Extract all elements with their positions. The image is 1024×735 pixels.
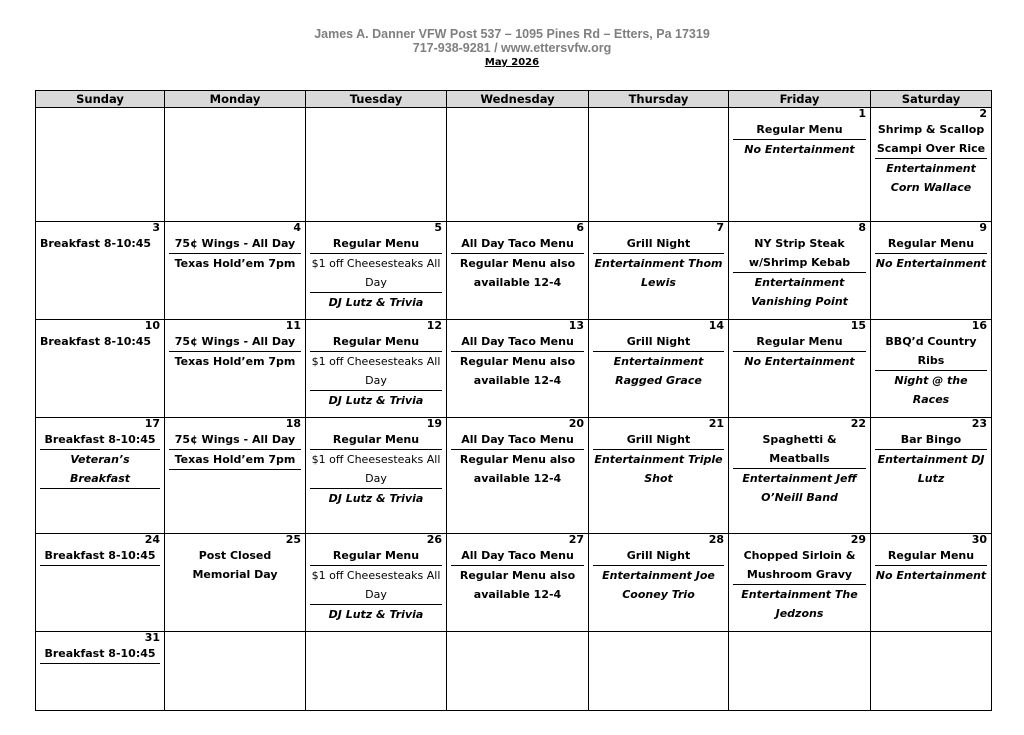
event-item: Night @ the Races [894, 374, 968, 406]
event-item: No Entertainment [744, 355, 855, 368]
day-cell [589, 222, 729, 320]
day-cell [729, 418, 871, 534]
week-row [36, 108, 992, 222]
event-item: Chopped Sirloin & Mushroom Gravy [733, 546, 866, 585]
day-number: 6 [576, 221, 584, 234]
day-cell [36, 534, 165, 632]
day-number: 1 [858, 107, 866, 120]
weekday-header-thursday: Thursday [589, 91, 729, 108]
day-number: 18 [285, 417, 301, 430]
event-item: 75¢ Wings - All Day [169, 430, 301, 450]
event-item: Entertainment Vanishing Point [751, 276, 848, 308]
event-item: No Entertainment [875, 569, 987, 582]
event-item: Regular Menu also available 12-4 [459, 257, 576, 289]
week-row [36, 632, 992, 711]
event-item: Grill Night [593, 430, 724, 450]
event-item: All Day Taco Menu [451, 332, 584, 352]
day-cell [36, 320, 165, 418]
weekday-header-row [36, 91, 992, 108]
weekday-header-saturday: Saturday [871, 91, 992, 108]
event-item: No Entertainment [875, 257, 987, 270]
day-number: 23 [971, 417, 987, 430]
day-number: 25 [285, 533, 301, 546]
event-item: Regular Menu also available 12-4 [459, 453, 576, 485]
day-number: 29 [850, 533, 866, 546]
day-cell [165, 418, 306, 534]
event-item: Entertainment Joe Cooney Trio [602, 569, 715, 601]
event-item: Entertainment Thom Lewis [594, 257, 723, 289]
day-number: 9 [979, 221, 987, 234]
day-cell [589, 534, 729, 632]
event-item: Breakfast 8-10:45 [40, 335, 152, 348]
empty-day-cell [729, 632, 871, 711]
day-number: 10 [144, 319, 160, 332]
day-number: 7 [716, 221, 724, 234]
event-item: Entertainment Corn Wallace [886, 162, 976, 194]
weekday-header-wednesday: Wednesday [447, 91, 589, 108]
event-item: DJ Lutz & Trivia [328, 492, 424, 505]
day-number: 27 [568, 533, 584, 546]
event-item: Regular Menu [875, 234, 987, 254]
event-item: Regular Menu [310, 430, 442, 450]
empty-day-cell [447, 632, 589, 711]
event-item: Entertainment Triple Shot [594, 453, 723, 485]
day-number: 5 [434, 221, 442, 234]
weekday-header-sunday: Sunday [36, 91, 165, 108]
event-item: Breakfast 8-10:45 [40, 430, 160, 450]
calendar-grid [35, 90, 992, 711]
event-item: 75¢ Wings - All Day [169, 234, 301, 254]
event-item: $1 off Cheesesteaks All Day [310, 254, 442, 293]
event-item: No Entertainment [744, 143, 855, 156]
event-item: 75¢ Wings - All Day [169, 332, 301, 352]
day-cell [447, 418, 589, 534]
event-item: All Day Taco Menu [451, 430, 584, 450]
post-address: James A. Danner VFW Post 537 – 1095 Pines Rd – Etters, Pa 17319 [314, 27, 710, 41]
event-item: Regular Menu [733, 120, 866, 140]
day-cell [36, 222, 165, 320]
day-number: 11 [285, 319, 301, 332]
event-item: Breakfast 8-10:45 [40, 644, 160, 664]
event-item: All Day Taco Menu [451, 546, 584, 566]
event-item: $1 off Cheesesteaks All Day [310, 450, 442, 489]
event-item: Veteran’s Breakfast [40, 450, 160, 489]
post-contact: 717-938-9281 / www.ettersvfw.org [412, 41, 612, 55]
event-item: Entertainment The Jedzons [741, 588, 858, 620]
empty-day-cell [589, 108, 729, 222]
day-number: 2 [979, 107, 987, 120]
event-item: $1 off Cheesesteaks All Day [310, 566, 442, 605]
day-cell [871, 534, 992, 632]
day-number: 28 [708, 533, 724, 546]
empty-day-cell [447, 108, 589, 222]
event-item: Spaghetti & Meatballs [733, 430, 866, 469]
event-item: Texas Hold’em 7pm [174, 257, 296, 270]
day-cell [165, 222, 306, 320]
day-cell [729, 108, 871, 222]
day-cell [871, 320, 992, 418]
day-cell [36, 418, 165, 534]
weekday-header-monday: Monday [165, 91, 306, 108]
day-number: 30 [971, 533, 987, 546]
day-cell [306, 418, 447, 534]
day-cell [589, 320, 729, 418]
day-cell [871, 108, 992, 222]
empty-day-cell [165, 108, 306, 222]
day-cell [871, 418, 992, 534]
day-number: 13 [568, 319, 584, 332]
event-item: Grill Night [593, 234, 724, 254]
week-row [36, 418, 992, 534]
day-number: 14 [708, 319, 724, 332]
event-item: Regular Menu [733, 332, 866, 352]
week-row [36, 534, 992, 632]
day-cell [306, 534, 447, 632]
event-item: Regular Menu [875, 546, 987, 566]
calendar-header [0, 27, 1024, 70]
day-cell [165, 534, 306, 632]
event-item: Regular Menu [310, 546, 442, 566]
day-number: 16 [971, 319, 987, 332]
day-cell [165, 320, 306, 418]
day-number: 3 [152, 221, 160, 234]
week-row [36, 222, 992, 320]
weekday-header-tuesday: Tuesday [306, 91, 447, 108]
empty-day-cell [589, 632, 729, 711]
day-cell [589, 418, 729, 534]
day-number: 4 [293, 221, 301, 234]
day-number: 22 [850, 417, 866, 430]
event-item: Regular Menu [310, 332, 442, 352]
event-item: NY Strip Steak w/Shrimp Kebab [733, 234, 866, 273]
day-cell [447, 222, 589, 320]
day-number: 15 [850, 319, 866, 332]
day-number: 24 [144, 533, 160, 546]
event-item: Regular Menu also available 12-4 [459, 569, 576, 601]
empty-day-cell [36, 108, 165, 222]
event-item: Regular Menu [310, 234, 442, 254]
weekday-header-friday: Friday [729, 91, 871, 108]
day-cell [729, 320, 871, 418]
event-item: Entertainment Ragged Grace [613, 355, 704, 387]
day-cell [306, 222, 447, 320]
event-item: DJ Lutz & Trivia [328, 608, 424, 621]
day-cell [306, 320, 447, 418]
day-number: 31 [144, 631, 160, 644]
day-cell [36, 632, 165, 711]
day-cell [447, 320, 589, 418]
day-cell [729, 222, 871, 320]
week-row [36, 320, 992, 418]
event-item: Shrimp & Scallop Scampi Over Rice [875, 120, 987, 159]
day-number: 20 [568, 417, 584, 430]
event-item: Texas Hold’em 7pm [174, 355, 296, 368]
event-item: All Day Taco Menu [451, 234, 584, 254]
event-item: Post Closed Memorial Day [192, 549, 278, 581]
event-item: DJ Lutz & Trivia [328, 296, 424, 309]
calendar-body [36, 108, 992, 711]
event-item: Entertainment DJ Lutz [877, 453, 985, 485]
day-number: 19 [426, 417, 442, 430]
event-item: DJ Lutz & Trivia [328, 394, 424, 407]
event-item: Grill Night [593, 332, 724, 352]
event-item: Breakfast 8-10:45 [40, 237, 152, 250]
empty-day-cell [165, 632, 306, 711]
event-item: BBQ’d Country Ribs [875, 332, 987, 371]
day-number: 17 [144, 417, 160, 430]
day-number: 26 [426, 533, 442, 546]
event-item: Grill Night [593, 546, 724, 566]
event-item: Breakfast 8-10:45 [40, 546, 160, 566]
month-title: May 2026 [484, 57, 540, 68]
event-item: Texas Hold’em 7pm [169, 450, 301, 470]
day-cell [871, 222, 992, 320]
day-number: 8 [858, 221, 866, 234]
day-number: 12 [426, 319, 442, 332]
empty-day-cell [871, 632, 992, 711]
day-number: 21 [708, 417, 724, 430]
empty-day-cell [306, 108, 447, 222]
event-item: Bar Bingo [875, 430, 987, 450]
day-cell [729, 534, 871, 632]
event-item: Regular Menu also available 12-4 [459, 355, 576, 387]
empty-day-cell [306, 632, 447, 711]
event-item: Entertainment Jeff O’Neill Band [742, 472, 857, 504]
day-cell [447, 534, 589, 632]
event-item: $1 off Cheesesteaks All Day [310, 352, 442, 391]
